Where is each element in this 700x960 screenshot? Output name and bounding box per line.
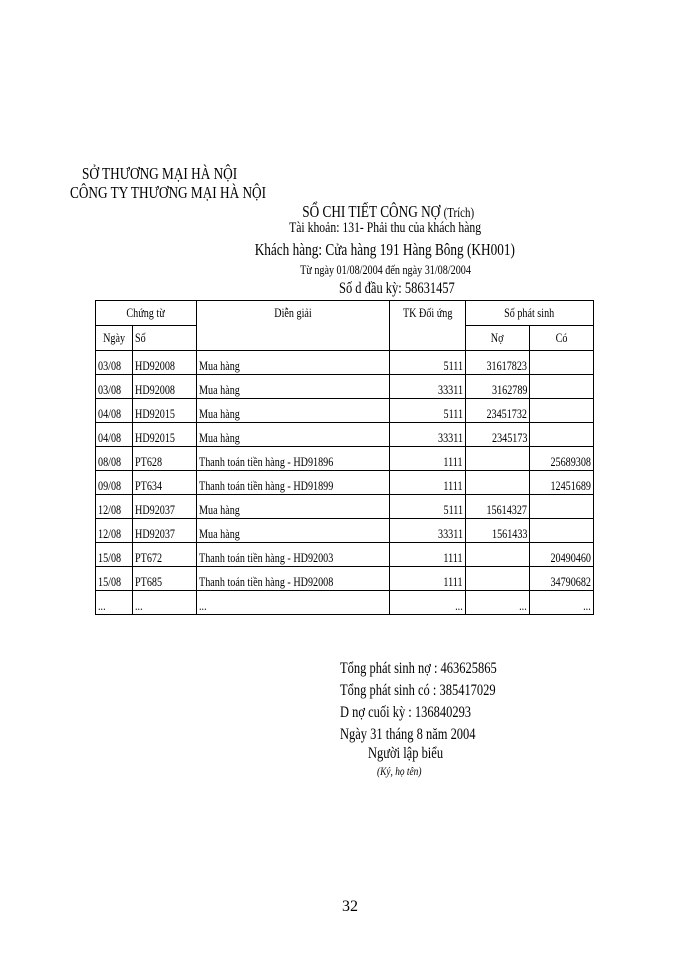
cell-date: 15/08 [96, 567, 133, 591]
cell-account: 1111 [390, 567, 466, 591]
cell-account: 33311 [390, 375, 466, 399]
table-row [96, 351, 594, 375]
cell-number: PT628 [133, 447, 197, 471]
cell-date: 03/08 [96, 375, 133, 399]
table-row [96, 591, 594, 615]
cell-debit: 2345173 [466, 423, 530, 447]
cell-number: HD92008 [133, 351, 197, 375]
cell-number: ... [133, 591, 197, 615]
cell-credit [530, 495, 594, 519]
header-number: Số [133, 326, 197, 351]
cell-description: Thanh toán tiền hàng - HD91899 [197, 471, 390, 495]
cell-number: HD92008 [133, 375, 197, 399]
cell-debit: 15614327 [466, 495, 530, 519]
account-line: Tài khoản: 131- Phải thu của khách hàng [288, 220, 482, 236]
table-row [96, 471, 594, 495]
cell-description: Mua hàng [197, 375, 390, 399]
cell-credit: 34790682 [530, 567, 594, 591]
opening-balance: Số d đầu kỳ: 58631457 [339, 280, 455, 297]
cell-description: Thanh toán tiền hàng - HD92003 [197, 543, 390, 567]
cell-description: Mua hàng [197, 495, 390, 519]
cell-credit: 12451689 [530, 471, 594, 495]
table-row [96, 495, 594, 519]
cell-number: HD92015 [133, 423, 197, 447]
cell-account: 1111 [390, 543, 466, 567]
org-name-company: CÔNG TY THƯƠNG MẠI HÀ NỘI [70, 183, 267, 202]
cell-debit: 31617823 [466, 351, 530, 375]
cell-debit [466, 543, 530, 567]
header-description: Diễn giải [197, 301, 390, 351]
header-debit: Nợ [466, 326, 530, 351]
table-row [96, 399, 594, 423]
signer-title: Người lập biểu [368, 745, 444, 762]
cell-description: Mua hàng [197, 351, 390, 375]
table-row [96, 423, 594, 447]
cell-credit [530, 519, 594, 543]
cell-debit [466, 567, 530, 591]
total-debit: Tổng phát sinh nợ : 463625865 [340, 660, 497, 677]
header-amounts: Số phát sinh [466, 301, 594, 326]
cell-date: 15/08 [96, 543, 133, 567]
cell-date: 04/08 [96, 423, 133, 447]
cell-number: PT685 [133, 567, 197, 591]
cell-credit [530, 351, 594, 375]
cell-credit [530, 375, 594, 399]
cell-date: ... [96, 591, 133, 615]
total-credit: Tổng phát sinh có : 385417029 [340, 682, 496, 699]
cell-description: ... [197, 591, 390, 615]
cell-number: PT672 [133, 543, 197, 567]
cell-account: 33311 [390, 519, 466, 543]
cell-debit: 1561433 [466, 519, 530, 543]
cell-credit [530, 423, 594, 447]
cell-debit: 23451732 [466, 399, 530, 423]
table-row [96, 447, 594, 471]
cell-description: Mua hàng [197, 423, 390, 447]
cell-debit [466, 447, 530, 471]
table-row [96, 567, 594, 591]
signer-note: (Ký, họ tên) [377, 764, 422, 778]
cell-date: 04/08 [96, 399, 133, 423]
header-contra-account: TK Đối ứng [390, 301, 466, 351]
cell-account: ... [390, 591, 466, 615]
cell-credit: 20490460 [530, 543, 594, 567]
cell-description: Thanh toán tiền hàng - HD91896 [197, 447, 390, 471]
header-credit: Có [530, 326, 594, 351]
cell-credit [530, 399, 594, 423]
cell-number: HD92037 [133, 519, 197, 543]
cell-account: 5111 [390, 399, 466, 423]
cell-credit: ... [530, 591, 594, 615]
cell-account: 5111 [390, 495, 466, 519]
table-row [96, 543, 594, 567]
cell-description: Thanh toán tiền hàng - HD92008 [197, 567, 390, 591]
table-row [96, 375, 594, 399]
page-number: 32 [342, 898, 358, 915]
cell-date: 03/08 [96, 351, 133, 375]
customer-line: Khách hàng: Cửa hàng 191 Hàng Bông (KH001) [254, 240, 516, 259]
cell-number: HD92015 [133, 399, 197, 423]
header-date: Ngày [96, 326, 133, 351]
cell-account: 1111 [390, 471, 466, 495]
table-row [96, 519, 594, 543]
period-line: Từ ngày 01/08/2004 đến ngày 31/08/2004 [299, 262, 471, 277]
document-title: SỔ CHI TIẾT CÔNG NỢ (Trích) [302, 202, 474, 221]
cell-debit [466, 471, 530, 495]
cell-number: PT634 [133, 471, 197, 495]
title-suffix: (Trích) [443, 206, 474, 221]
cell-date: 08/08 [96, 447, 133, 471]
header-voucher: Chứng từ [96, 301, 197, 326]
cell-date: 12/08 [96, 519, 133, 543]
cell-number: HD92037 [133, 495, 197, 519]
closing-balance: D nợ cuối kỳ : 136840293 [340, 704, 472, 721]
org-name-department: SỞ THƯƠNG MẠI HÀ NỘI [82, 164, 238, 183]
cell-description: Mua hàng [197, 519, 390, 543]
cell-debit: 3162789 [466, 375, 530, 399]
cell-account: 33311 [390, 423, 466, 447]
table-group-header-row [96, 301, 594, 326]
cell-credit: 25689308 [530, 447, 594, 471]
cell-description: Mua hàng [197, 399, 390, 423]
report-date: Ngày 31 tháng 8 năm 2004 [340, 726, 476, 743]
cell-account: 1111 [390, 447, 466, 471]
cell-account: 5111 [390, 351, 466, 375]
cell-date: 09/08 [96, 471, 133, 495]
cell-debit: ... [466, 591, 530, 615]
cell-date: 12/08 [96, 495, 133, 519]
ledger-table [95, 300, 594, 615]
